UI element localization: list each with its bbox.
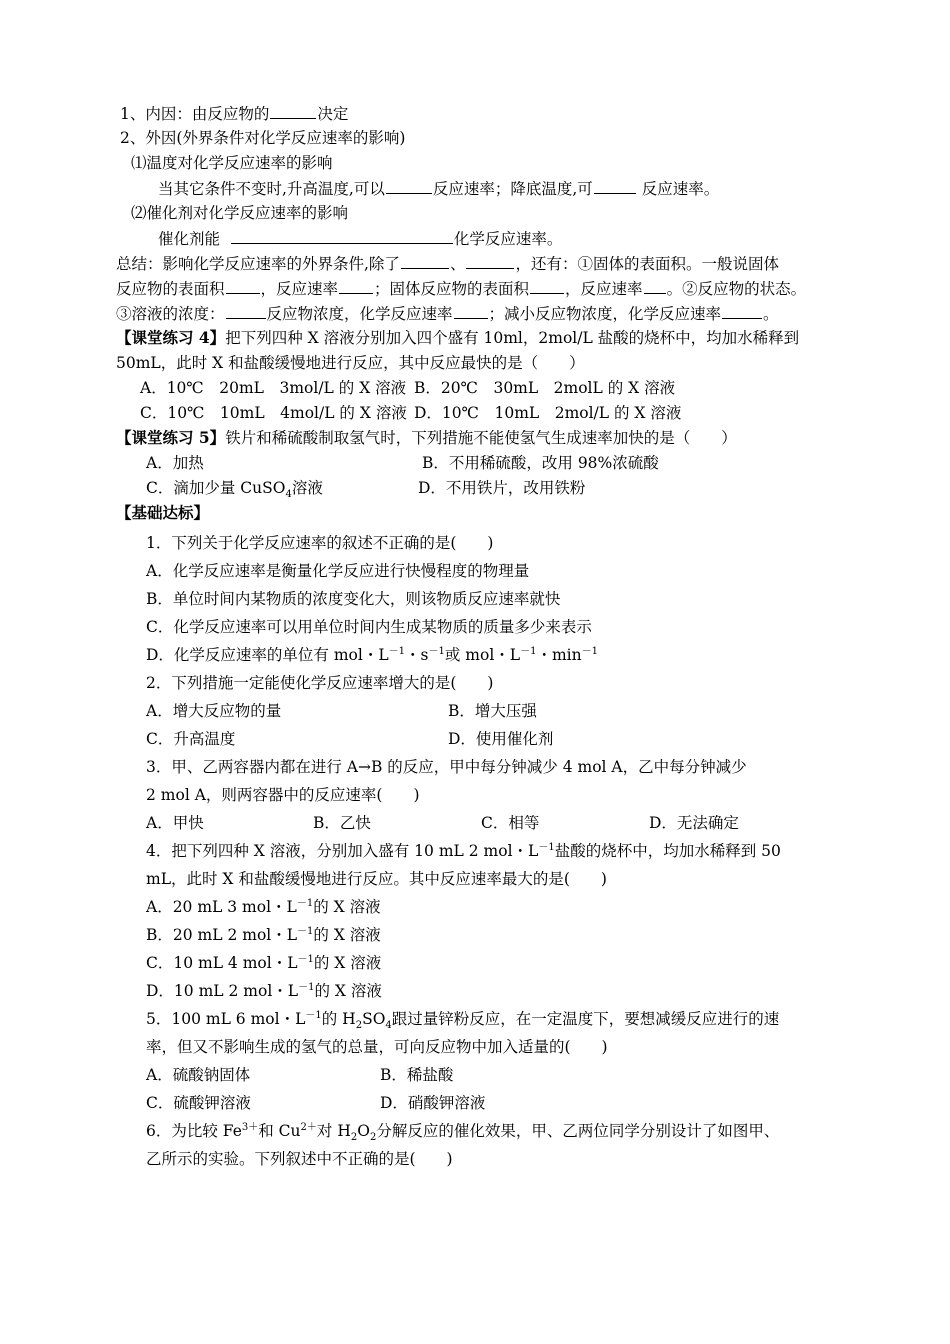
exercise-4-line-1: 【课堂练习 4】把下列四种 X 溶液分别加入四个盛有 10ml，2mol/L 盐酸的烧杯中，均加水稀释到 (116, 328, 800, 347)
blank (339, 278, 373, 294)
blank (722, 303, 762, 319)
question-3-line-2: 2 mol A，则两容器中的反应速率( ) (146, 786, 420, 804)
question-4-line-1: 4．把下列四种 X 溶液，分别加入盛有 10 mL 2 mol・$L^{-1}$盐酸的烧杯中，均加水稀释到 50 (146, 841, 781, 860)
blank (644, 278, 666, 294)
question-4-line-2: mL，此时 X 和盐酸缓慢地进行反应。其中反应速率最大的是( ) (146, 870, 607, 888)
question-3-line-1: 3．甲、乙两容器内都在进行 A→B 的反应，甲中每分钟减少 4 mol A，乙中每分钟减少 (146, 758, 747, 776)
line-waiyin: 2、外因(外界条件对化学反应速率的影响) (120, 129, 406, 147)
question-2: 2．下列措施一定能使化学反应速率增大的是( ) (146, 674, 494, 692)
blank (270, 103, 316, 119)
question-4-option-c: C．10 mL 4 mol・$L^{-1}$的 X 溶液 (146, 953, 382, 972)
exercise-5-line-1: 【课堂练习 5】铁片和稀硫酸制取氢气时，下列措施不能使氢气生成速率加快的是（ ） (116, 428, 737, 447)
line-catalyst-heading: ⑵催化剂对化学反应速率的影响 (131, 204, 349, 222)
exercise-5-tag: 【课堂练习 5】 (116, 428, 226, 447)
line-temperature-body: 当其它条件不变时,升高温度,可以 反应速率；降底温度,可 反应速率。 (158, 180, 720, 198)
blank (226, 278, 260, 294)
question-2-option-d: D．使用催化剂 (448, 730, 554, 748)
question-4-option-b: B．20 mL 2 mol・$L^{-1}$的 X 溶液 (146, 925, 381, 944)
blank (594, 178, 636, 194)
exercise-5-option-d: D．不用铁片，改用铁粉 (418, 479, 586, 497)
question-4-option-d: D．10 mL 2 mol・$L^{-1}$的 X 溶液 (146, 981, 382, 1000)
blank (386, 178, 432, 194)
exercise-4-line-2: 50mL，此时 X 和盐酸缓慢地进行反应，其中反应最快的是（ ） (116, 354, 585, 372)
question-6-line-1: 6．为比较 $Fe^{3+}$和 $Cu^{2+}$对 $H_2O_2$分解反应的催化效果，甲、乙两位同学分别设计了如图甲、 (146, 1121, 780, 1144)
section-title-jichu: 【基础达标】 (116, 503, 210, 522)
line-neiyin: 1、内因：由反应物的 决定 (120, 105, 349, 123)
question-1-option-c: C．化学反应速率可以用单位时间内生成某物质的质量多少来表示 (146, 618, 592, 636)
exercise-5-option-c: C．滴加少量 CuSO$_4$溶液 (146, 479, 323, 501)
blank (454, 303, 488, 319)
blank (466, 253, 514, 269)
question-6-line-2: 乙所示的实验。下列叙述中不正确的是( ) (146, 1150, 453, 1168)
question-3-option-c: C．相等 (481, 814, 540, 832)
question-5-line-1: 5．100 mL 6 mol・$L^{-1}$的 $H_2SO_4$跟过量锌粉反应，在一定温度下，要想减缓反应进行的速 (146, 1009, 780, 1032)
exercise-4-tag: 【课堂练习 4】 (116, 328, 226, 347)
exercise-4-option-d: D．10℃ 10mL 2mol/L 的 X 溶液 (414, 404, 682, 422)
question-2-option-b: B．增大压强 (448, 702, 537, 720)
question-1: 1．下列关于化学反应速率的叙述不正确的是( ) (146, 534, 494, 552)
question-3-option-a: A．甲快 (146, 814, 204, 832)
question-4-option-a: A．20 mL 3 mol・$L^{-1}$的 X 溶液 (146, 897, 381, 916)
question-1-option-b: B．单位时间内某物质的浓度变化大，则该物质反应速率就快 (146, 590, 561, 608)
blank (401, 253, 449, 269)
exercise-5-option-b: B．不用稀硫酸，改用 98%浓硫酸 (422, 454, 659, 472)
exercise-4-option-b: B．20℃ 30mL 2molL 的 X 溶液 (414, 379, 676, 397)
blank (530, 278, 564, 294)
exercise-5-option-a: A．加热 (146, 454, 204, 472)
line-summary-2: 反应物的表面积 ，反应速率 ；固体反应物的表面积 ，反应速率 。②反应物的状态。 (116, 280, 807, 298)
blank (226, 303, 266, 319)
question-5-option-c: C．硫酸钾溶液 (146, 1094, 251, 1112)
blank (231, 228, 453, 244)
question-5-option-d: D．硝酸钾溶液 (380, 1094, 486, 1112)
exercise-4-option-c: C．10℃ 10mL 4mol/L 的 X 溶液 (140, 404, 407, 422)
question-5-option-b: B．稀盐酸 (380, 1066, 454, 1084)
line-temperature-heading: ⑴温度对化学反应速率的影响 (131, 154, 333, 172)
question-1-option-a: A．化学反应速率是衡量化学反应进行快慢程度的物理量 (146, 562, 530, 580)
question-2-option-a: A．增大反应物的量 (146, 702, 282, 720)
line-summary-1: 总结：影响化学反应速率的外界条件,除了 、 ，还有：①固体的表面积。一般说固体 (116, 255, 779, 273)
question-5-option-a: A．硫酸钠固体 (146, 1066, 251, 1084)
question-3-option-b: B．乙快 (313, 814, 371, 832)
question-1-option-d: D．化学反应速率的单位有 mol・$L^{-1}$・$s^{-1}$或 mol・$L^{-1}$・$\min^{-1}$ (146, 645, 598, 664)
question-2-option-c: C．升高温度 (146, 730, 236, 748)
line-summary-3: ③溶液的浓度： 反应物浓度，化学反应速率 ；减小反应物浓度，化学反应速率 。 (116, 305, 779, 323)
line-catalyst-body: 催化剂能 化学反应速率。 (158, 230, 563, 248)
question-5-line-2: 率，但又不影响生成的氢气的总量，可向反应物中加入适量的( ) (146, 1038, 608, 1056)
question-3-option-d: D．无法确定 (649, 814, 739, 832)
exercise-4-option-a: A．10℃ 20mL 3mol/L 的 X 溶液 (140, 379, 407, 397)
